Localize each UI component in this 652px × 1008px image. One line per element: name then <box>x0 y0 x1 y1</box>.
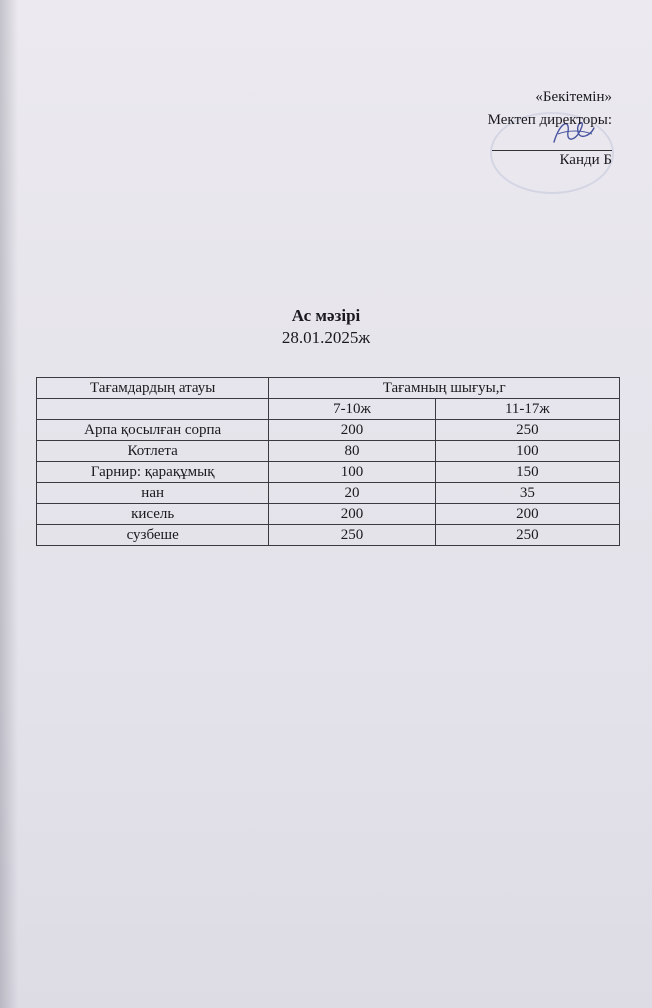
dish-name: Арпа қосылған сорпа <box>37 420 269 441</box>
signature-line <box>492 150 612 151</box>
menu-table <box>36 377 620 546</box>
yield-7-10: 250 <box>269 525 435 546</box>
director-position: Мектеп директоры: <box>487 112 612 128</box>
yield-11-17: 250 <box>435 420 619 441</box>
director-name: Канди Б <box>559 152 612 168</box>
approval-block <box>488 86 612 172</box>
yield-7-10: 100 <box>269 462 435 483</box>
menu-title: Ас мәзірі <box>291 306 361 325</box>
yield-11-17: 250 <box>435 525 619 546</box>
menu-date: 28.01.2025ж <box>281 328 371 347</box>
yield-7-10: 200 <box>269 420 435 441</box>
dish-name: нан <box>37 483 269 504</box>
header-yield: Тағамның шығуы,г <box>269 378 620 399</box>
yield-11-17: 150 <box>435 462 619 483</box>
header-dish-name: Тағамдардың атауы <box>37 378 269 399</box>
yield-7-10: 200 <box>269 504 435 525</box>
table-row <box>37 420 620 441</box>
table-row <box>37 441 620 462</box>
table-row <box>37 504 620 525</box>
yield-7-10: 20 <box>269 483 435 504</box>
age-group-2: 11-17ж <box>435 399 619 420</box>
dish-name: кисель <box>37 504 269 525</box>
approval-heading: «Бекітемін» <box>535 89 612 105</box>
table-row <box>37 462 620 483</box>
yield-11-17: 35 <box>435 483 619 504</box>
dish-name: Гарнир: қарақұмық <box>37 462 269 483</box>
age-group-1: 7-10ж <box>269 399 435 420</box>
dish-name: Котлета <box>37 441 269 462</box>
page-shadow <box>0 0 18 1008</box>
table-row <box>37 483 620 504</box>
table-row <box>37 525 620 546</box>
table-header-row <box>37 378 620 399</box>
table-subheader-row <box>37 399 620 420</box>
yield-11-17: 200 <box>435 504 619 525</box>
subheader-empty <box>37 399 269 420</box>
yield-7-10: 80 <box>269 441 435 462</box>
dish-name: сузбеше <box>37 525 269 546</box>
yield-11-17: 100 <box>435 441 619 462</box>
